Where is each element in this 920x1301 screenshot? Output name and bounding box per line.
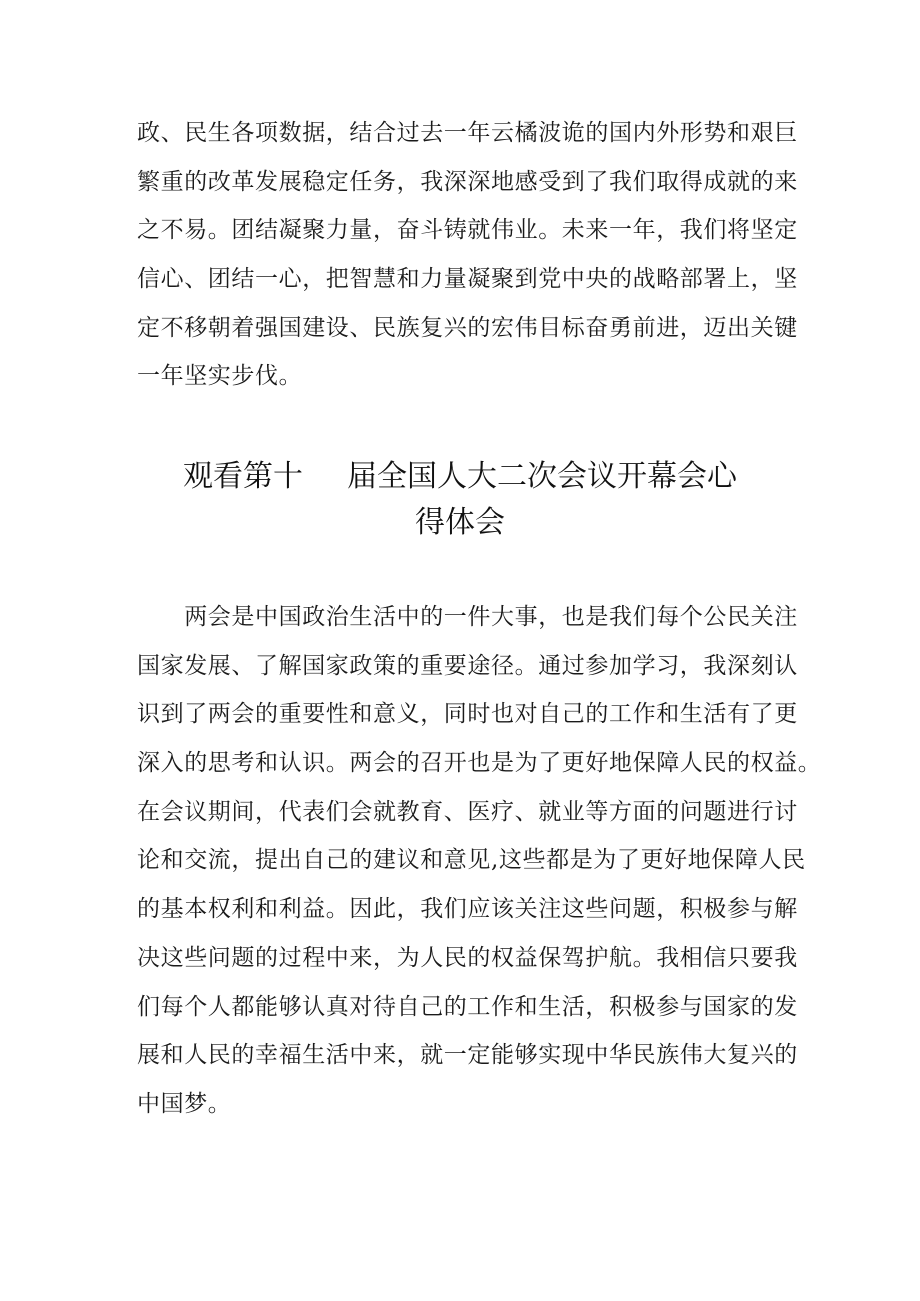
heading-text-part-1: 观看第十 (183, 459, 303, 494)
article-heading (120, 454, 800, 546)
paragraph-line: 两会是中国政治生活中的一件大事，也是我们每个公民关注 (137, 604, 798, 630)
paragraph-line: 之不易。团结凝聚力量，奋斗铸就伟业。未来一年，我们将坚定 (137, 217, 798, 244)
main-paragraph (137, 593, 822, 1129)
paragraph-line: 的基本权利和利益。因此，我们应该关注这些问题，积极参与解 (137, 896, 798, 923)
paragraph-line: 政、民生各项数据，结合过去一年云橘波诡的国内外形势和艰巨 (137, 120, 798, 146)
heading-text-part-2: 届全国人大二次会议开幕会心 (347, 459, 737, 494)
paragraph-line: 繁重的改革发展稳定任务，我深深地感受到了我们取得成就的来 (137, 168, 798, 195)
paragraph-line: 深入的思考和认识。两会的召开也是为了更好地保障人民的权益。 (137, 750, 822, 777)
heading-line-2: 得体会 (415, 505, 505, 540)
paragraph-line: 信心、团结一心，把智慧和力量凝聚到党中央的战略部署上，坚 (137, 266, 798, 293)
paragraph-line: 识到了两会的重要性和意义，同时也对自己的工作和生活有了更 (137, 701, 798, 728)
paragraph-line: 在会议期间，代表们会就教育、医疗、就业等方面的问题进行讨 (137, 798, 798, 825)
paragraph-line: 中国梦。 (137, 1090, 232, 1117)
paragraph-line: 们每个人都能够认真对待自己的工作和生活，积极参与国家的发 (137, 993, 798, 1020)
paragraph-line: 论和交流，提出自己的建议和意见,这些都是为了更好地保障人民 (137, 847, 806, 874)
top-paragraph (137, 109, 797, 401)
paragraph-line: 展和人民的幸福生活中来，就一定能够实现中华民族伟大复兴的 (137, 1042, 798, 1069)
heading-line-1 (120, 454, 800, 500)
paragraph-line: 定不移朝着强国建设、民族复兴的宏伟目标奋勇前进，迈出关键 (137, 314, 798, 341)
paragraph-line: 一年坚实步伐。 (137, 363, 303, 390)
paragraph-line: 决这些问题的过程中来，为人民的权益保驾护航。我相信只要我 (137, 944, 798, 971)
paragraph-line: 国家发展、了解国家政策的重要途径。通过参加学习，我深刻认 (137, 652, 798, 679)
